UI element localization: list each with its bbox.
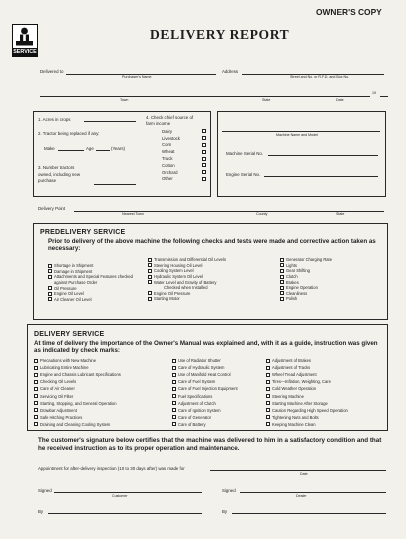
income-option[interactable]: Cotton [162, 162, 208, 169]
delivery-point-label: Delivery Point [38, 206, 66, 211]
checkbox[interactable] [48, 275, 52, 279]
instruction-item[interactable]: Starting Machine After Storage [266, 400, 348, 407]
checkbox[interactable] [172, 366, 176, 370]
checkbox[interactable] [48, 286, 52, 290]
checkbox[interactable] [34, 373, 38, 377]
street-caption: Street and No. or R.F.D. and Box No. [290, 75, 350, 79]
income-option[interactable]: Wheat [162, 148, 208, 155]
checkbox[interactable] [34, 408, 38, 412]
checkbox[interactable] [280, 280, 284, 284]
instruction-item[interactable]: Lubricating Entire Machine [34, 364, 121, 371]
check-item[interactable]: Generator Charging Rate [280, 257, 332, 263]
instruction-item[interactable]: Wheel Tread Adjustment [266, 371, 348, 378]
checkbox[interactable] [266, 366, 270, 370]
acres-field[interactable] [84, 121, 136, 122]
instruction-item[interactable]: Precautions with New Machine [34, 357, 121, 364]
income-option[interactable]: Other [162, 176, 208, 183]
instruction-item[interactable]: Keeping Machine Clean [266, 421, 348, 428]
checkbox[interactable] [34, 394, 38, 398]
checkbox[interactable] [266, 394, 270, 398]
checkbox[interactable] [280, 291, 284, 295]
delivery-col-2 [172, 357, 238, 428]
age-field[interactable] [96, 150, 110, 151]
checkbox[interactable] [34, 401, 38, 405]
checkbox[interactable] [172, 394, 176, 398]
predelivery-title: PREDELIVERY SERVICE [40, 229, 126, 236]
checkbox[interactable] [280, 263, 284, 267]
checkbox[interactable] [172, 359, 176, 363]
instruction-item[interactable]: Safe Hitching Practices [34, 414, 121, 421]
delivery-service-title: DELIVERY SERVICE [34, 331, 105, 338]
checkbox[interactable] [148, 263, 152, 267]
checkbox[interactable] [148, 291, 152, 295]
engine-serial-label: Engine Serial No. [226, 172, 261, 177]
county-caption: County [256, 212, 268, 216]
year-suffix: 19 [372, 91, 376, 95]
income-options [162, 128, 208, 182]
instruction-item[interactable]: Drawbar Adjustment [34, 407, 121, 414]
customer-caption: Customer [112, 494, 128, 498]
checkbox[interactable] [148, 275, 152, 279]
checkbox[interactable] [172, 387, 176, 391]
nearest-town-caption: Nearest Town [122, 212, 144, 216]
checkbox[interactable] [266, 380, 270, 384]
checkbox[interactable] [48, 297, 52, 301]
instruction-item[interactable]: Care of Fuel Injection Equipment [172, 385, 238, 392]
checkbox[interactable] [202, 136, 206, 140]
income-option[interactable]: Dairy [162, 128, 208, 135]
checkbox[interactable] [202, 170, 206, 174]
checkbox[interactable] [266, 359, 270, 363]
checkbox[interactable] [266, 422, 270, 426]
check-item[interactable]: Attachments and Special Features checked [48, 274, 133, 280]
checkbox[interactable] [280, 269, 284, 273]
page-title: DELIVERY REPORT [150, 27, 290, 42]
checkbox[interactable] [202, 143, 206, 147]
appointment-date-field[interactable] [210, 470, 386, 471]
checkbox[interactable] [266, 401, 270, 405]
date-caption: Date [336, 98, 344, 102]
check-item[interactable]: Clutch [280, 274, 332, 280]
by-customer-label: By [38, 509, 44, 514]
predelivery-col-2 [148, 257, 226, 302]
income-option[interactable]: Corn [162, 142, 208, 149]
instruction-item[interactable]: Checking Oil Levels [34, 378, 121, 385]
machine-serial-label: Machine Serial No. [226, 151, 264, 156]
check-item[interactable]: Lights [280, 263, 332, 269]
instruction-item[interactable]: Use of Radiator Shutter [172, 357, 238, 364]
check-item[interactable]: Air Cleaner Oil Level [48, 297, 133, 303]
instruction-item[interactable]: Caution Regarding High Speed Operation [266, 407, 348, 414]
check-item[interactable]: Damage in Shipment [48, 269, 133, 275]
checkbox[interactable] [48, 269, 52, 273]
acres-label: 1. Acres in crops [38, 117, 71, 122]
service-logo [12, 24, 38, 57]
machine-name-model-field[interactable] [222, 131, 380, 132]
income-option[interactable]: Truck [162, 155, 208, 162]
purchaser-name-caption: Purchaser's Name [122, 75, 152, 79]
machine-serial-field[interactable] [268, 155, 378, 156]
instruction-item[interactable]: Tires—Inflation, Weighting, Care [266, 378, 348, 385]
checkbox[interactable] [202, 150, 206, 154]
checkbox[interactable] [202, 129, 206, 133]
instruction-item[interactable]: Care of Ignition System [172, 407, 238, 414]
checkbox[interactable] [148, 297, 152, 301]
age-label: Age [86, 146, 94, 151]
certification-text: The customer's signature below certifies that the machine was delivered to him in a satisfactory condition and that he received instruction as to its proper operation and maintenance. [38, 437, 382, 452]
dp-state-caption: State [336, 212, 345, 216]
checkbox[interactable] [266, 408, 270, 412]
logo-text: SERVICE [13, 49, 37, 55]
income-heading: 4. Check chief source of farm income [146, 115, 194, 126]
checkbox[interactable] [34, 380, 38, 384]
check-item[interactable]: Shortage in Shipment [48, 263, 133, 269]
checkbox[interactable] [280, 297, 284, 301]
dealer-caption: Dealer [296, 494, 307, 498]
checkbox[interactable] [172, 401, 176, 405]
delivery-col-3 [266, 357, 348, 428]
checkbox[interactable] [48, 292, 52, 296]
checkbox[interactable] [34, 422, 38, 426]
instruction-item[interactable]: Cold Weather Operation [266, 385, 348, 392]
instruction-item[interactable]: Care of Battery [172, 421, 238, 428]
dealer-signature-field[interactable] [240, 492, 386, 493]
check-item[interactable]: Engine Oil Level [48, 291, 133, 297]
delivered-to-label: Delivered to [40, 69, 64, 74]
checkbox[interactable] [172, 408, 176, 412]
checkbox[interactable] [34, 359, 38, 363]
check-item[interactable]: Hydraulic System Oil Level [148, 274, 226, 280]
checkbox[interactable] [172, 415, 176, 419]
instruction-item[interactable]: Adjustment of Tracks [266, 364, 348, 371]
tractors-owned-label: 3. Number tractors owned, including new purchase [38, 165, 80, 184]
predelivery-col-1 [48, 263, 133, 302]
check-item[interactable]: Transmission and Differential Oil Levels [148, 257, 226, 263]
years-label: (Years) [111, 146, 125, 151]
checkbox[interactable] [280, 275, 284, 279]
checkbox[interactable] [148, 258, 152, 262]
check-item[interactable]: Water Level and Gravity of Battery [148, 279, 226, 285]
checkbox[interactable] [172, 380, 176, 384]
check-item-continued: against Purchase Order [54, 280, 98, 286]
make-label: Make [44, 146, 55, 151]
by-dealer-field[interactable] [232, 513, 386, 514]
appointment-date-caption: Date [300, 472, 308, 476]
signed-customer-label: Signed [38, 488, 52, 493]
checkbox[interactable] [172, 373, 176, 377]
checkbox[interactable] [202, 177, 206, 181]
instruction-item[interactable]: Care of Hydraulic System [172, 364, 238, 371]
instruction-item[interactable]: Fuel Specifications [172, 392, 238, 399]
predelivery-col-3 [280, 257, 332, 302]
instruction-item[interactable]: Care of Air Cleaner [34, 385, 121, 392]
check-item[interactable]: Cooling System Level [148, 268, 226, 274]
check-item[interactable]: Engine Operation [280, 285, 332, 291]
year-field[interactable] [380, 96, 388, 97]
check-item[interactable]: Steering Housing Oil Level [148, 263, 226, 269]
income-option[interactable]: Livestock [162, 135, 208, 142]
checkbox[interactable] [172, 422, 176, 426]
state-caption: State [262, 98, 271, 102]
checkbox[interactable] [202, 157, 206, 161]
checkbox[interactable] [202, 163, 206, 167]
check-item-continued: Checked when Installed [164, 285, 208, 291]
instruction-item[interactable]: Steering Machine [266, 392, 348, 399]
delivery-col-1 [34, 357, 121, 428]
instruction-item[interactable]: Adjustment of Brakes [266, 357, 348, 364]
checkbox[interactable] [266, 373, 270, 377]
check-item[interactable]: Starting Motor [148, 296, 226, 302]
tractors-owned-field[interactable] [94, 184, 136, 185]
check-item[interactable]: Oil Pressure [48, 285, 133, 291]
by-customer-field[interactable] [48, 513, 202, 514]
checkbox[interactable] [280, 258, 284, 262]
checkbox[interactable] [266, 415, 270, 419]
engine-serial-field[interactable] [264, 176, 378, 177]
checkbox[interactable] [266, 387, 270, 391]
make-field[interactable] [58, 150, 84, 151]
appointment-label: Appointment for after-delivery inspection (10 to 30 days after) was made for [38, 466, 185, 471]
checkbox[interactable] [34, 415, 38, 419]
machine-name-model-caption: Machine Name and Model [276, 133, 318, 137]
delivery-service-subtitle: At time of delivery the importance of the Owner's Manual was explained and, with it as a guide, instruction was given as indicated by check marks: [34, 340, 378, 354]
checkbox[interactable] [34, 366, 38, 370]
checkbox[interactable] [48, 264, 52, 268]
instruction-item[interactable]: Care of Fuel System [172, 378, 238, 385]
address-label: Address [222, 69, 239, 74]
checkbox[interactable] [148, 269, 152, 273]
check-item[interactable]: Cleanliness [280, 291, 332, 297]
copy-label: OWNER'S COPY [316, 7, 382, 17]
instruction-item[interactable]: Adjustment of Clutch [172, 400, 238, 407]
signed-dealer-label: Signed [222, 488, 236, 493]
town-state-date-field[interactable] [40, 96, 370, 97]
instruction-item[interactable]: Draining and Cleaning Cooling System [34, 421, 121, 428]
instruction-item[interactable]: Servicing Oil Filter [34, 392, 121, 399]
checkbox[interactable] [280, 286, 284, 290]
check-item[interactable]: Gear Shifting [280, 268, 332, 274]
check-item[interactable]: Engine Oil Pressure [148, 291, 226, 297]
checkbox[interactable] [148, 280, 152, 284]
ih-logo-icon [13, 26, 36, 48]
customer-signature-field[interactable] [54, 492, 202, 493]
instruction-item[interactable]: Tightening Nuts and Bolts [266, 414, 348, 421]
instruction-item[interactable]: Starting, Stopping, and General Operation [34, 400, 121, 407]
by-dealer-label: By [222, 509, 228, 514]
instruction-item[interactable]: Care of Generator [172, 414, 238, 421]
income-option[interactable]: Orchard [162, 169, 208, 176]
predelivery-subtitle: Prior to delivery of the above machine the following checks and tests were made and corrective action taken as necessary: [48, 238, 376, 252]
town-caption: Town [120, 98, 129, 102]
checkbox[interactable] [34, 387, 38, 391]
tractor-replaced-label: 2. Tractor being replaced if any: [38, 131, 100, 136]
check-item[interactable]: Polish [280, 296, 332, 302]
instruction-item[interactable]: Use of Manifold Heat Control [172, 371, 238, 378]
check-item[interactable]: Brakes [280, 279, 332, 285]
instruction-item[interactable]: Engine and Chassis Lubricant Specifications [34, 371, 121, 378]
